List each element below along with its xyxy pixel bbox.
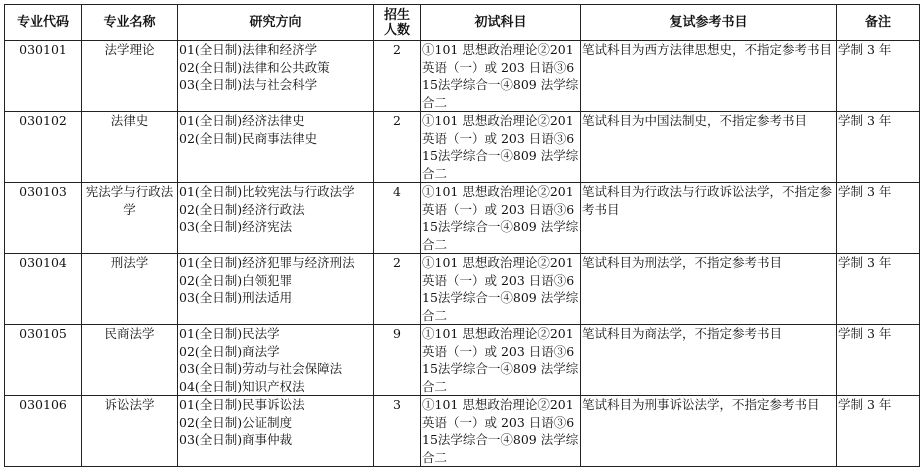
cell-retest: 笔试科目为行政法与行政诉讼法学，不指定参考书目: [581, 183, 837, 254]
cell-retest: 笔试科目为刑法学，不指定参考书目: [581, 254, 837, 325]
cell-exam: ①101 思想政治理论②201英语（一）或 203 日语③615法学综合一④809 法学综合二: [421, 325, 581, 396]
header-quota-label: 招生人数: [383, 7, 410, 38]
table-body: [5, 41, 920, 467]
cell-directions: [178, 183, 374, 254]
cell-name: 刑法学: [82, 254, 178, 325]
direction-item: 04(全日制)知识产权法: [179, 378, 305, 394]
cell-quota: 2: [374, 41, 421, 112]
cell-note: 学制 3 年: [837, 254, 920, 325]
cell-quota: 3: [374, 396, 421, 467]
cell-directions: [178, 112, 374, 183]
table-row: [5, 254, 920, 325]
table-row: [5, 183, 920, 254]
table-row: [5, 325, 920, 396]
direction-item: 02(全日制)法律和公共政策: [179, 59, 330, 75]
cell-retest: 笔试科目为西方法律思想史，不指定参考书目: [581, 41, 837, 112]
direction-item: 03(全日制)经济宪法: [179, 219, 293, 234]
cell-note: 学制 3 年: [837, 112, 920, 183]
cell-note: 学制 3 年: [837, 183, 920, 254]
direction-item: 02(全日制)公证制度: [179, 414, 293, 430]
cell-code: 030104: [5, 254, 82, 325]
header-row: [5, 5, 920, 41]
header-retest: 复试参考书目: [581, 5, 837, 41]
cell-directions: [178, 41, 374, 112]
direction-item: 03(全日制)劳动与社会保障法: [179, 361, 343, 376]
header-quota: [374, 5, 421, 41]
direction-item: 01(全日制)民事诉讼法: [179, 397, 305, 412]
cell-exam: ①101 思想政治理论②201英语（一）或 203 日语③615法学综合一④809 法学综合二: [421, 254, 581, 325]
direction-item: 03(全日制)商事仲裁: [179, 432, 293, 447]
header-name: 专业名称: [82, 5, 178, 41]
cell-code: 030103: [5, 183, 82, 254]
header-code: 专业代码: [5, 5, 82, 41]
header-exam: 初试科目: [421, 5, 581, 41]
cell-quota: 2: [374, 112, 421, 183]
cell-note: 学制 3 年: [837, 325, 920, 396]
cell-name: 民商法学: [82, 325, 178, 396]
direction-item: 01(全日制)经济法律史: [179, 113, 305, 128]
cell-name: 法学理论: [82, 41, 178, 112]
direction-item: 01(全日制)民法学: [179, 326, 280, 341]
cell-note: 学制 3 年: [837, 396, 920, 467]
direction-item: 02(全日制)商法学: [179, 343, 280, 359]
cell-quota: 4: [374, 183, 421, 254]
admissions-table-sheet: [4, 4, 919, 467]
cell-directions: [178, 396, 374, 467]
direction-item: 01(全日制)比较宪法与行政法学: [179, 184, 355, 199]
cell-exam: ①101 思想政治理论②201英语（一）或 203 日语③615法学综合一④809 法学综合二: [421, 112, 581, 183]
cell-exam: ①101 思想政治理论②201英语（一）或 203 日语③615法学综合一④809 法学综合二: [421, 41, 581, 112]
cell-exam: ①101 思想政治理论②201英语（一）或 203 日语③615法学综合一④809 法学综合二: [421, 396, 581, 467]
admissions-table: [4, 4, 920, 467]
header-note: 备注: [837, 5, 920, 41]
cell-code: 030101: [5, 41, 82, 112]
table-row: [5, 41, 920, 112]
cell-quota: 9: [374, 325, 421, 396]
cell-retest: 笔试科目为商法学，不指定参考书目: [581, 325, 837, 396]
cell-name: 宪法学与行政法学: [82, 183, 178, 254]
direction-item: 02(全日制)民商事法律史: [179, 130, 318, 146]
direction-item: 01(全日制)法律和经济学: [179, 42, 318, 57]
cell-exam: ①101 思想政治理论②201英语（一）或 203 日语③615法学综合一④809 法学综合二: [421, 183, 581, 254]
cell-directions: [178, 325, 374, 396]
cell-directions: [178, 254, 374, 325]
direction-item: 02(全日制)白领犯罪: [179, 272, 293, 288]
cell-note: 学制 3 年: [837, 41, 920, 112]
direction-item: 01(全日制)经济犯罪与经济刑法: [179, 255, 355, 270]
header-direction: 研究方向: [178, 5, 374, 41]
cell-retest: 笔试科目为中国法制史，不指定参考书目: [581, 112, 837, 183]
cell-name: 法律史: [82, 112, 178, 183]
cell-code: 030102: [5, 112, 82, 183]
cell-code: 030106: [5, 396, 82, 467]
cell-code: 030105: [5, 325, 82, 396]
cell-retest: 笔试科目为刑事诉讼法学，不指定参考书目: [581, 396, 837, 467]
direction-item: 03(全日制)法与社会科学: [179, 77, 318, 92]
direction-item: 02(全日制)经济行政法: [179, 201, 305, 217]
table-row: [5, 112, 920, 183]
direction-item: 03(全日制)刑法适用: [179, 290, 293, 305]
table-row: [5, 396, 920, 467]
cell-name: 诉讼法学: [82, 396, 178, 467]
cell-quota: 2: [374, 254, 421, 325]
